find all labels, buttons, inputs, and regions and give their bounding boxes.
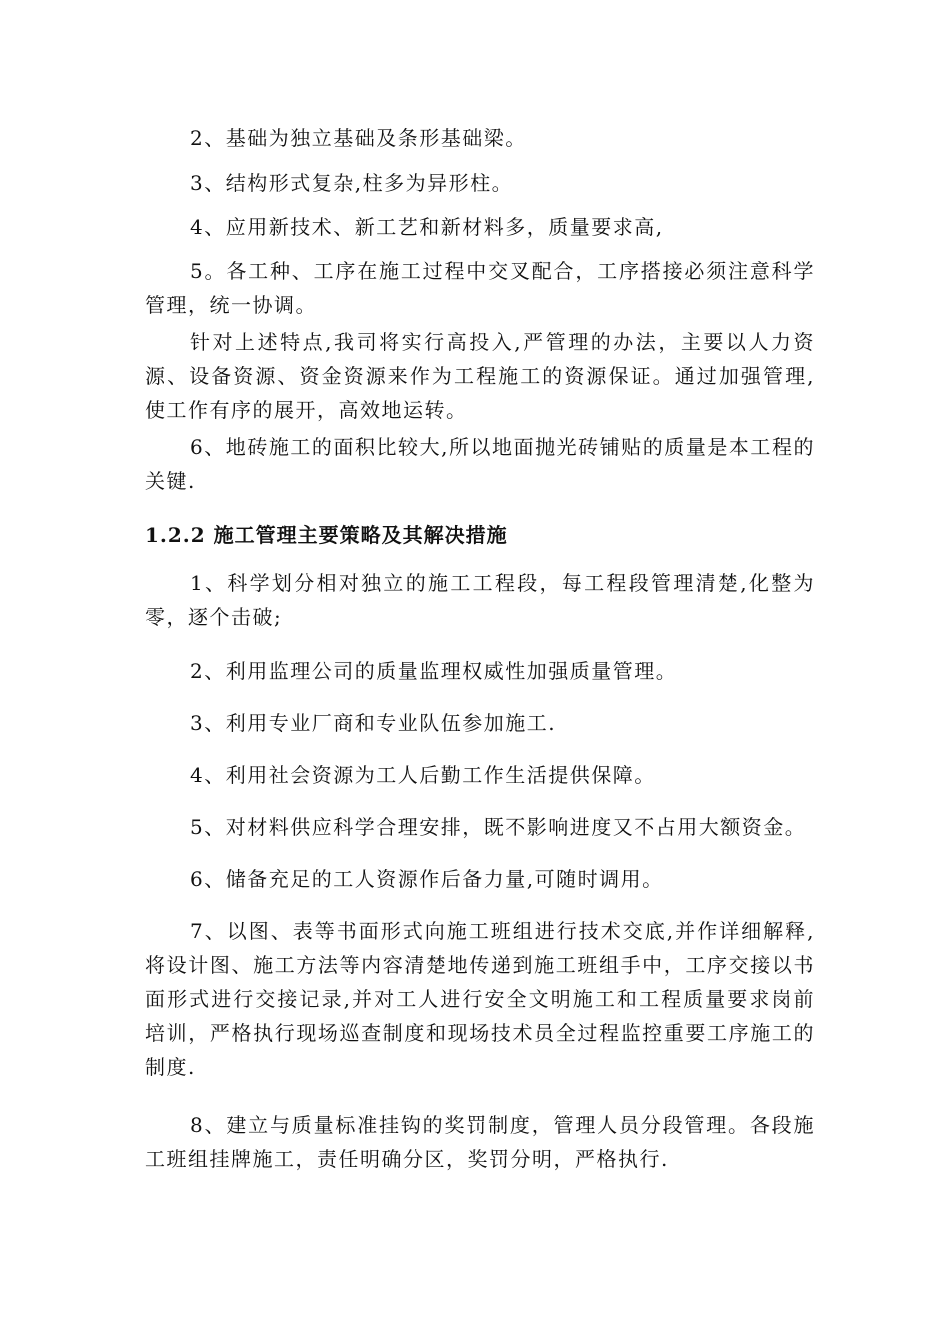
measure-item-4: 4、利用社会资源为工人后勤工作生活提供保障。: [190, 763, 656, 787]
measure-item-6: 6、储备充足的工人资源作后备力量,可随时调用。: [190, 867, 664, 891]
measure-item-3: 3、利用专业厂商和专业队伍参加施工.: [190, 711, 557, 735]
measure-item-1: 1、科学划分相对独立的施工工程段，每工程段管理清楚,化整为零，逐个击破;: [145, 571, 815, 629]
feature-item-4: 4、应用新技术、新工艺和新材料多，质量要求高,: [190, 215, 664, 239]
measure-item-5: 5、对材料供应科学合理安排，既不影响进度又不占用大额资金。: [190, 815, 807, 839]
measure-item-7: 7、以图、表等书面形式向施工班组进行技术交底,并作详细解释,将设计图、施工方法等内容清楚地传递到施工班组手中，工序交接以书面形式进行交接记录,并对工人进行安全文明施工和工程质量要求岗前培训，严格执行现场巡查制度和现场技术员全过程监控重要工序施工的制度.: [145, 919, 815, 1079]
response-paragraph: 针对上述特点,我司将实行高投入,严管理的办法，主要以人力资源、设备资源、资金资源来作为工程施工的资源保证。通过加强管理,使工作有序的展开，高效地运转。: [145, 330, 815, 422]
feature-item-5: 5。各工种、工序在施工过程中交叉配合，工序搭接必须注意科学管理，统一协调。: [145, 259, 815, 317]
feature-item-3: 3、结构形式复杂,柱多为异形柱。: [190, 171, 514, 195]
measure-item-8: 8、建立与质量标准挂钩的奖罚制度，管理人员分段管理。各段施工班组挂牌施工，责任明确分区，奖罚分明，严格执行.: [145, 1113, 815, 1171]
feature-item-2: 2、基础为独立基础及条形基础梁。: [190, 126, 527, 150]
measure-item-2: 2、利用监理公司的质量监理权威性加强质量管理。: [190, 659, 678, 683]
feature-item-6: 6、地砖施工的面积比较大,所以地面抛光砖铺贴的质量是本工程的关键.: [145, 435, 815, 493]
section-heading: 1.2.2 施工管理主要策略及其解决措施: [145, 523, 508, 547]
